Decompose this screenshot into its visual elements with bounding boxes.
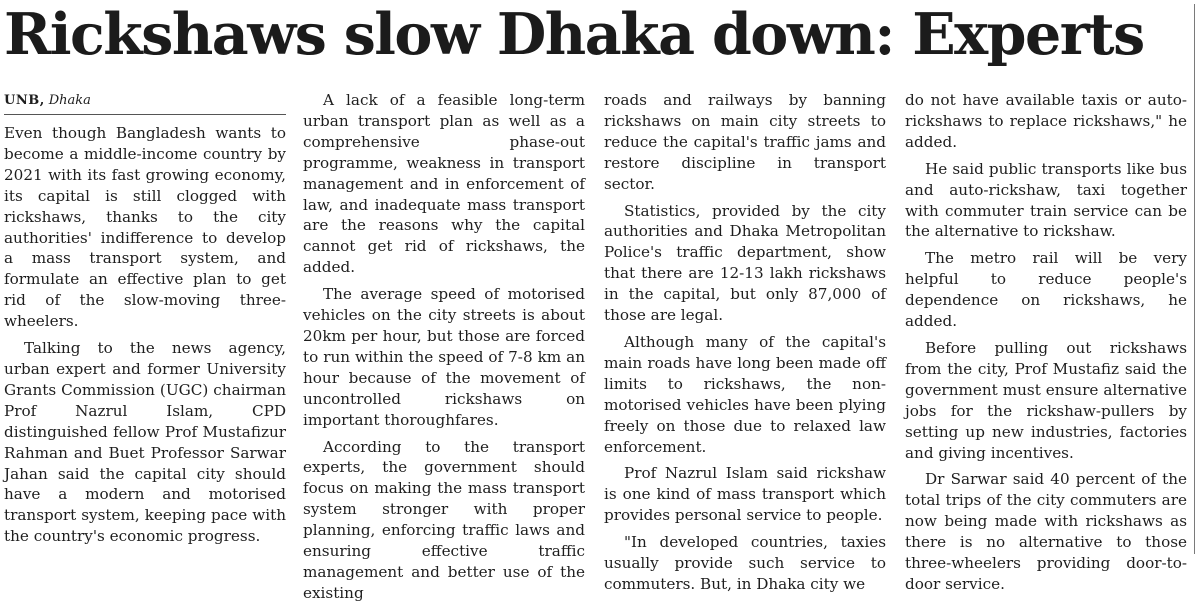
paragraph: Before pulling out rickshaws from the city, Prof Mustafiz said the government must ensure alternative jobs for the rickshaw-pullers by setting up new industries, factories and giving incentives. xyxy=(905,338,1187,462)
article-column-4 xyxy=(905,90,1187,595)
byline-agency: UNB, xyxy=(4,93,45,108)
paragraph: The average speed of motorised vehicles on the city streets is about 20km per hour, but those are forced to run within the speed of 7-8 km an hour because of the movement of uncontrolled rickshaws on important thoroughfares. xyxy=(303,285,585,429)
article-column-3 xyxy=(604,90,886,595)
paragraph: roads and railways by banning rickshaws on main city streets to reduce the capital's traffic jams and restore discipline in transport sector. xyxy=(604,91,886,193)
paragraph: "In developed countries, taxies usually provide such service to commuters. But, in Dhaka city we xyxy=(604,533,886,593)
paragraph: Statistics, provided by the city authorities and Dhaka Metropolitan Police's traffic department, show that there are 12-13 lakh rickshaws in the capital, but only 87,000 of those are legal. xyxy=(604,201,886,325)
article-column-2 xyxy=(303,90,585,604)
paragraph: A lack of a feasible long-term urban transport plan as well as a comprehensive phase-out programme, weakness in transport management and in enforcement of law, and inadequate mass transport are the reasons why the capital cannot get rid of rickshaws, the added. xyxy=(303,91,585,277)
paragraph: The metro rail will be very helpful to reduce people's dependence on rickshaws, he added. xyxy=(905,249,1187,331)
paragraph: Talking to the news agency, urban expert and former University Grants Commission (UGC) chairman Prof Nazrul Islam, CPD distinguished fellow Prof Mustafizur Rahman and Buet Professor Sarwar Jahan said the capital city should have a modern and motorised transport system, keeping pace with the country's economic progress. xyxy=(4,339,286,546)
headline: Rickshaws slow Dhaka down: Experts xyxy=(4,1,1144,68)
paragraph: do not have available taxis or auto-rickshaws to replace rickshaws," he added. xyxy=(905,91,1187,151)
paragraph: He said public transports like bus and auto-rickshaw, taxi together with commuter train service can be the alternative to rickshaw. xyxy=(905,159,1187,241)
byline xyxy=(4,92,286,115)
column-rule xyxy=(1194,4,1195,554)
paragraph: According to the transport experts, the government should focus on making the mass transport system stronger with proper planning, enforcing traffic laws and ensuring effective traffic management and better use of the existing xyxy=(303,437,585,602)
byline-city: Dhaka xyxy=(48,93,91,108)
paragraph: Although many of the capital's main roads have long been made off limits to rickshaws, the non-motorised vehicles have been plying freely on those due to relaxed law enforcement. xyxy=(604,332,886,456)
paragraph: Even though Bangladesh wants to become a middle-income country by 2021 with its fast growing economy, its capital is still clogged with rickshaws, thanks to the city authorities' indifference to develop a mass transport system, and formulate an effective plan to get rid of the slow-moving three-wheelers. xyxy=(4,124,286,331)
article-column-1 xyxy=(4,90,286,547)
paragraph: Prof Nazrul Islam said rickshaw is one kind of mass transport which provides personal service to people. xyxy=(604,464,886,525)
paragraph: Dr Sarwar said 40 percent of the total trips of the city commuters are now being made with rickshaws as there is no alternative to those three-wheelers providing door-to-door service. xyxy=(905,470,1187,593)
